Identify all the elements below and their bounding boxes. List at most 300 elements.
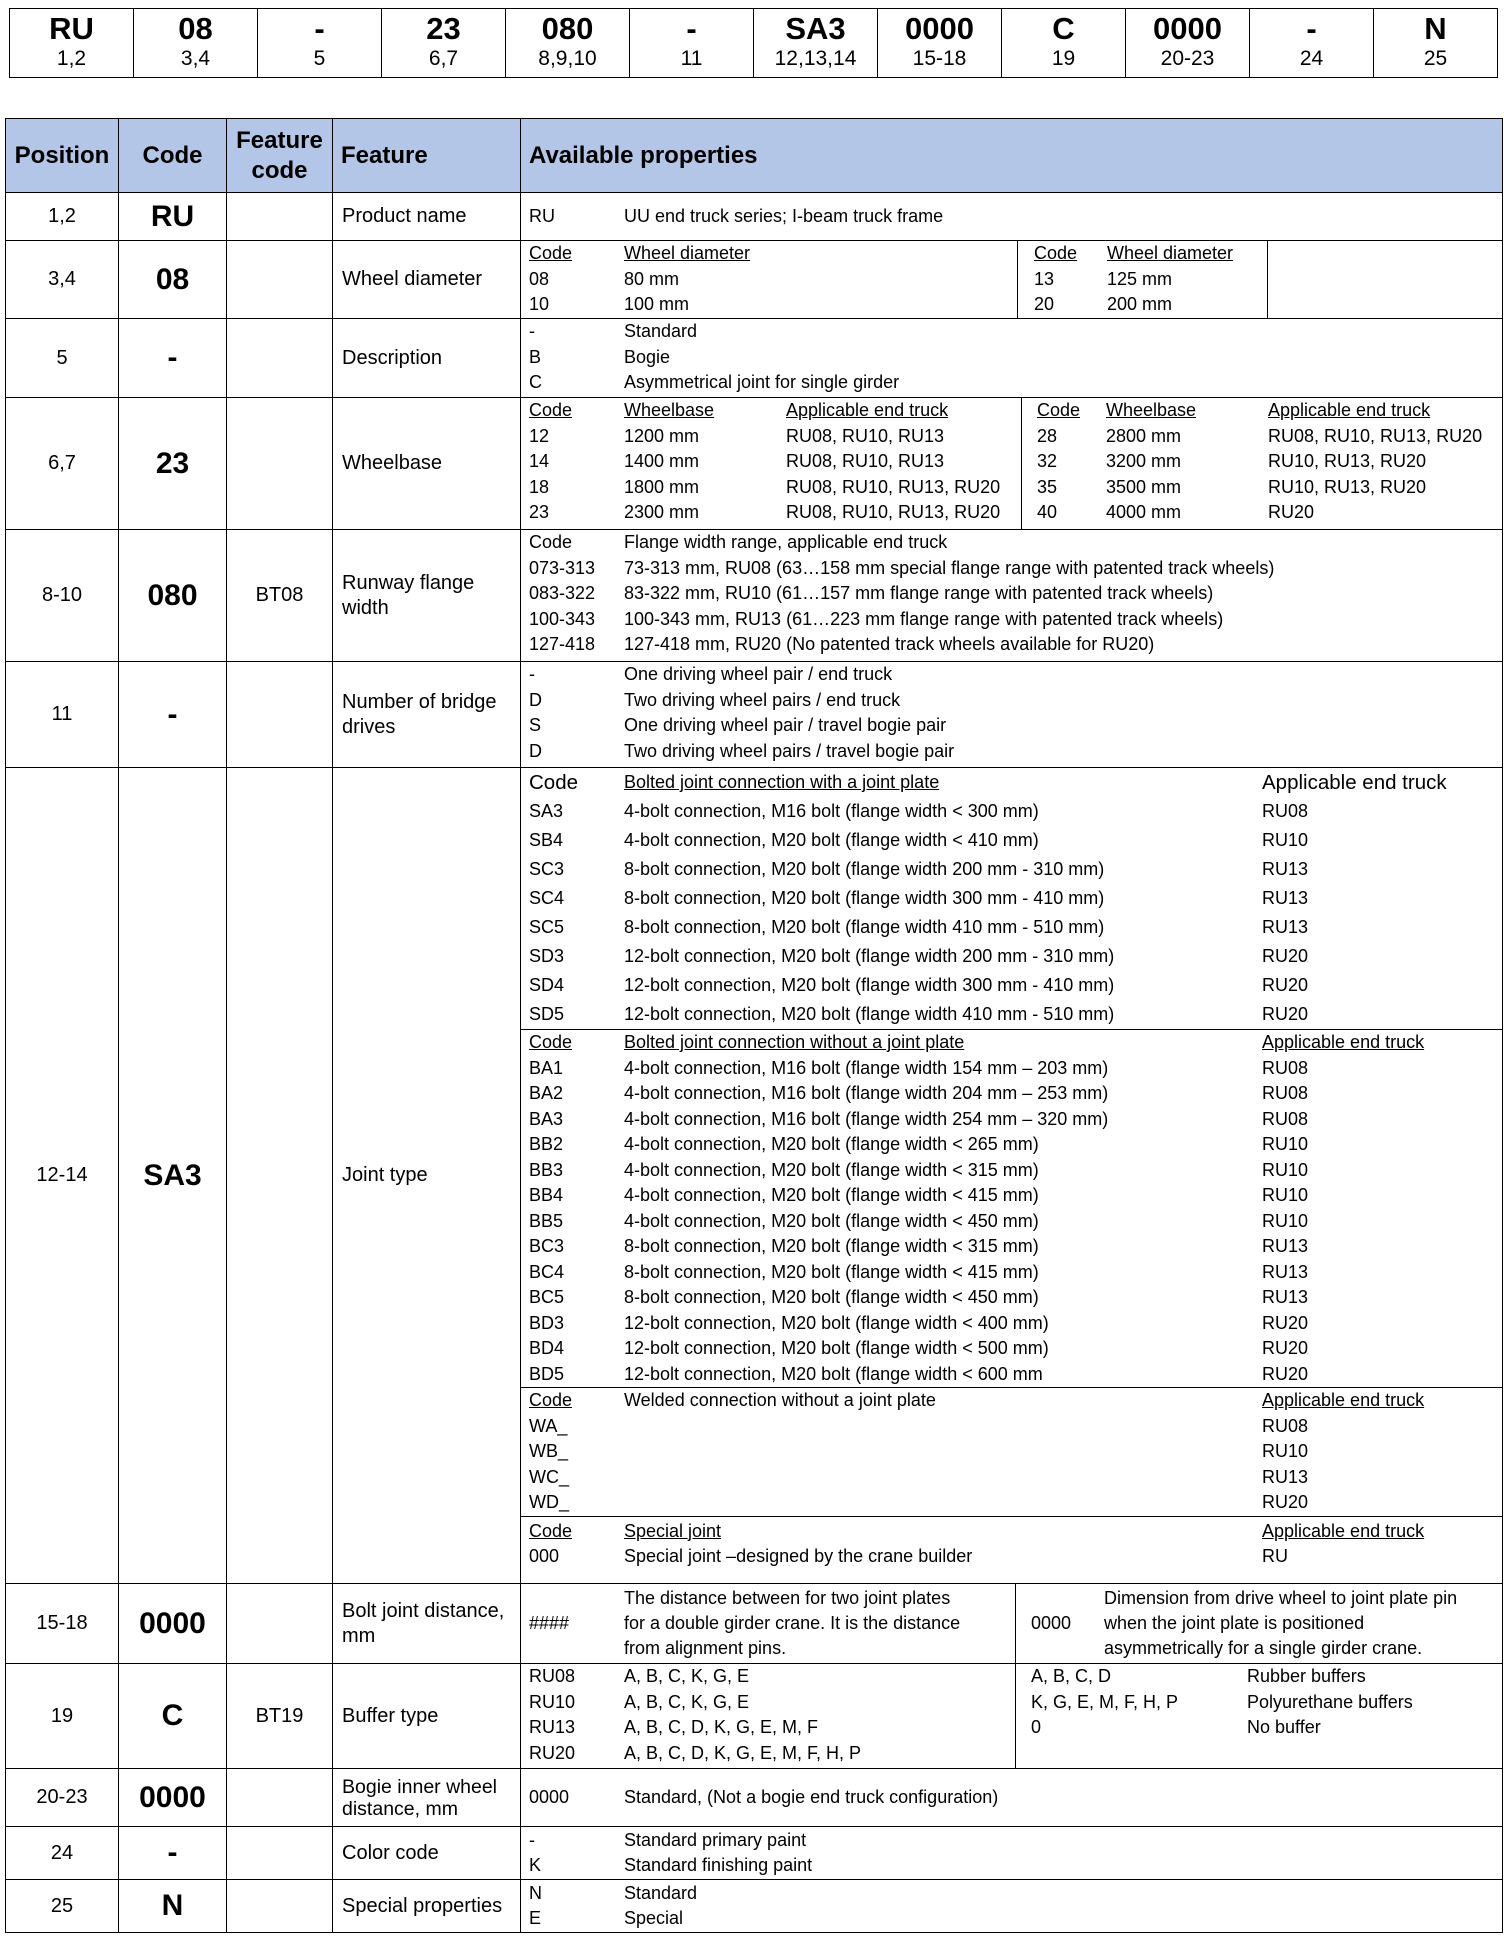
property-text: Applicable end truck <box>786 400 949 420</box>
property-line <box>529 884 1502 913</box>
property-text: Standard <box>624 1882 698 1903</box>
property-code: Code <box>529 400 573 420</box>
property-code: WB_ <box>529 1441 569 1461</box>
property-applicable: RU20 <box>1262 1004 1309 1024</box>
property-text: 8-bolt connection, M20 bolt (flange width 200 mm - 310 mm) <box>624 859 1105 879</box>
strip-position: 19 <box>1051 47 1076 70</box>
row-feature-code <box>227 1769 333 1827</box>
property-code: SD5 <box>529 1004 565 1024</box>
row-position: 24 <box>6 1827 119 1880</box>
property-text: Bolted joint connection with a joint plate <box>624 772 940 792</box>
row-feature-code: BT19 <box>227 1664 333 1769</box>
property-text: 3500 mm <box>1106 476 1182 497</box>
property-code: BB5 <box>529 1210 564 1231</box>
property-text: 100-343 mm, RU13 (61…223 mm flange range with patented track wheels) <box>624 608 1224 629</box>
property-line <box>1034 292 1284 318</box>
property-text: 83-322 mm, RU10 (61…157 mm flange range with patented track wheels) <box>624 583 1214 603</box>
row-properties <box>521 1769 1503 1827</box>
strip-code: RU <box>49 11 94 46</box>
property-code: 32 <box>1037 451 1058 471</box>
row-position: 11 <box>6 662 119 768</box>
property-code: - <box>529 1829 535 1850</box>
property-text: A, B, C, K, G, E <box>624 1666 750 1686</box>
property-code: BC4 <box>529 1261 565 1282</box>
property-text: 1400 mm <box>624 451 700 471</box>
property-code: A, B, C, D <box>1031 1666 1112 1686</box>
property-text: Standard <box>624 321 698 341</box>
property-code: SD4 <box>529 975 565 995</box>
strip-cell <box>1126 9 1250 77</box>
property-text: Two driving wheel pairs / end truck <box>624 689 901 710</box>
property-line <box>529 1414 1502 1440</box>
property-text: UU end truck series; I-beam truck frame <box>624 205 944 226</box>
property-text: 80 mm <box>624 268 680 289</box>
row-position: 6,7 <box>6 398 119 530</box>
row-properties <box>521 1584 1503 1664</box>
strip-cell <box>1250 9 1374 77</box>
property-code: SC4 <box>529 888 565 908</box>
property-text: Special joint –designed by the crane builder <box>624 1546 973 1566</box>
property-text: 8-bolt connection, M20 bolt (flange width < 315 mm) <box>624 1236 1039 1256</box>
property-text: RU10, RU13, RU20 <box>1268 451 1427 471</box>
property-text <box>624 1439 1262 1465</box>
table-row <box>6 398 1503 530</box>
property-code: SD3 <box>529 946 565 966</box>
property-text: Special <box>624 1908 684 1928</box>
row-properties <box>521 1827 1503 1880</box>
property-text: from alignment pins. <box>624 1638 787 1658</box>
table-row <box>6 1584 1503 1664</box>
row-code: - <box>119 662 227 768</box>
property-line <box>529 398 1029 424</box>
property-code: RU08 <box>529 1666 576 1686</box>
property-text: 12-bolt connection, M20 bolt (flange width < 500 mm) <box>624 1338 1049 1358</box>
property-text: A, B, C, K, G, E <box>624 1691 750 1712</box>
strip-code: 23 <box>426 11 461 46</box>
row-position: 15-18 <box>6 1584 119 1664</box>
divider <box>1017 241 1018 318</box>
property-applicable: RU20 <box>1262 1363 1309 1384</box>
property-applicable: Applicable end truck <box>1262 1032 1425 1052</box>
property-code: Code <box>529 1032 573 1052</box>
property-code: SB4 <box>529 830 564 850</box>
property-code: BD3 <box>529 1312 565 1333</box>
row-feature-code <box>227 241 333 319</box>
property-code: RU13 <box>529 1717 576 1737</box>
property-text: Welded connection without a joint plate <box>624 1390 936 1410</box>
property-line <box>529 1388 1502 1414</box>
row-feature: Joint type <box>333 768 521 1584</box>
row-feature-code <box>227 662 333 768</box>
property-line <box>529 500 1029 526</box>
property-text: 8-bolt connection, M20 bolt (flange width 300 mm - 410 mm) <box>624 888 1105 908</box>
row-feature: Color code <box>333 1827 521 1880</box>
property-line <box>529 370 1502 396</box>
property-applicable: RU10 <box>1262 1185 1309 1205</box>
row-properties <box>521 319 1503 398</box>
property-code: BC3 <box>529 1236 565 1256</box>
property-applicable: RU13 <box>1262 917 1309 937</box>
strip-position: 3,4 <box>180 47 211 70</box>
property-line <box>529 475 1029 501</box>
property-code: Code <box>529 532 573 552</box>
property-code: - <box>529 664 535 684</box>
row-feature-code <box>227 398 333 530</box>
property-applicable: RU <box>1262 1546 1288 1566</box>
property-applicable: RU10 <box>1262 1134 1309 1154</box>
property-line <box>1037 449 1482 475</box>
strip-position: 5 <box>313 47 326 70</box>
row-feature-code <box>227 193 333 241</box>
property-text: RU08, RU10, RU13 <box>786 425 945 446</box>
property-code: WA_ <box>529 1415 568 1436</box>
property-applicable: RU20 <box>1262 1312 1309 1333</box>
property-line <box>1034 241 1284 267</box>
property-text: 1200 mm <box>624 425 700 446</box>
property-line <box>529 1336 1502 1362</box>
property-line <box>529 662 1502 688</box>
row-properties <box>521 662 1503 768</box>
property-text: 4-bolt connection, M20 bolt (flange width < 415 mm) <box>624 1185 1039 1205</box>
property-text: 4-bolt connection, M20 bolt (flange width < 315 mm) <box>624 1159 1039 1180</box>
row-position: 1,2 <box>6 193 119 241</box>
row-feature: Product name <box>333 193 521 241</box>
strip-cell <box>1002 9 1126 77</box>
property-applicable: RU13 <box>1262 1287 1309 1307</box>
property-line <box>529 1544 1502 1570</box>
property-code: K <box>529 1855 542 1875</box>
code-strip <box>9 8 1498 78</box>
property-code: 0000 <box>529 1786 570 1807</box>
property-applicable: RU08 <box>1262 1057 1309 1078</box>
property-code: BA2 <box>529 1083 564 1103</box>
property-text: Polyurethane buffers <box>1247 1691 1413 1712</box>
property-line <box>529 292 1026 318</box>
row-feature: Description <box>333 319 521 398</box>
property-text: Applicable end truck <box>1268 400 1431 420</box>
property-line <box>529 632 1502 658</box>
property-code: Code <box>529 243 573 263</box>
strip-position: 25 <box>1423 47 1448 70</box>
property-line <box>529 449 1029 475</box>
property-code: 28 <box>1037 425 1058 446</box>
property-applicable: RU13 <box>1262 859 1309 879</box>
header-position: Position <box>6 119 119 193</box>
row-feature: Wheelbase <box>333 398 521 530</box>
row-feature: Wheel diameter <box>333 241 521 319</box>
property-line <box>1031 1690 1413 1716</box>
property-line <box>529 739 1502 765</box>
strip-code: 080 <box>541 11 594 46</box>
strip-position: 15-18 <box>912 47 967 70</box>
header-available-properties: Available properties <box>521 119 1503 193</box>
property-text: Wheelbase <box>1106 400 1197 420</box>
property-code: S <box>529 715 542 735</box>
property-line <box>529 1183 1502 1209</box>
property-text: One driving wheel pair / end truck <box>624 664 893 684</box>
property-text <box>624 1465 1262 1491</box>
property-applicable: RU08 <box>1262 1108 1309 1129</box>
property-line <box>529 1234 1502 1260</box>
property-line <box>529 797 1502 826</box>
property-code: Code <box>529 1520 573 1541</box>
property-text: 1800 mm <box>624 476 700 497</box>
row-code: C <box>119 1664 227 1769</box>
property-code: 18 <box>529 476 550 497</box>
strip-code: 0000 <box>905 11 974 46</box>
property-line <box>529 1000 1502 1029</box>
property-code: K, G, E, M, F, H, P <box>1031 1691 1179 1712</box>
property-line <box>529 826 1502 855</box>
property-applicable: RU10 <box>1262 1210 1309 1231</box>
strip-cell <box>1374 9 1497 77</box>
row-code: SA3 <box>119 768 227 1584</box>
property-code: Code <box>1034 243 1078 263</box>
property-text: Bogie <box>624 346 671 367</box>
property-text: 125 mm <box>1107 268 1173 289</box>
table-row <box>6 1769 1503 1827</box>
property-text: A, B, C, D, K, G, E, M, F <box>624 1717 819 1737</box>
property-text: 4-bolt connection, M16 bolt (flange width 154 mm – 203 mm) <box>624 1057 1109 1078</box>
row-position: 19 <box>6 1664 119 1769</box>
property-line <box>529 1828 1502 1854</box>
property-code: D <box>529 740 542 761</box>
property-text: Wheel diameter <box>624 243 751 263</box>
header-feature: Feature <box>333 119 521 193</box>
property-line <box>529 1107 1502 1133</box>
property-code: Code <box>1037 400 1081 420</box>
strip-code: SA3 <box>785 11 846 46</box>
property-applicable: Applicable end truck <box>1262 771 1447 794</box>
property-text: 2800 mm <box>1106 425 1182 446</box>
property-text: RU20 <box>1268 502 1315 522</box>
row-properties <box>521 768 1503 1584</box>
strip-position: 24 <box>1299 47 1324 70</box>
property-text <box>624 1414 1262 1440</box>
property-text: 4-bolt connection, M20 bolt (flange width < 265 mm) <box>624 1134 1039 1154</box>
property-code: BB3 <box>529 1159 564 1180</box>
row-code: 08 <box>119 241 227 319</box>
property-code: D <box>529 689 542 710</box>
row-feature: Bolt joint distance, mm <box>333 1584 521 1664</box>
property-text: 4-bolt connection, M16 bolt (flange width < 300 mm) <box>624 801 1039 821</box>
property-code: BA1 <box>529 1057 564 1078</box>
property-line <box>529 713 1502 739</box>
row-properties <box>521 193 1503 241</box>
table-row <box>6 662 1503 768</box>
row-feature: Runway flange width <box>333 530 521 662</box>
property-text: Special joint <box>624 1520 722 1541</box>
property-text: RU08, RU10, RU13 <box>786 451 945 471</box>
property-line <box>529 267 1026 293</box>
row-feature-code <box>227 1880 333 1933</box>
property-applicable: RU20 <box>1262 946 1309 966</box>
property-line <box>529 1715 1023 1741</box>
header-feature-code <box>227 119 333 193</box>
property-text: Asymmetrical joint for single girder <box>624 372 900 392</box>
property-line <box>529 1690 1023 1716</box>
property-code: WC_ <box>529 1466 569 1487</box>
property-line <box>529 1664 1023 1690</box>
property-text: Bolted joint connection without a joint plate <box>624 1032 965 1052</box>
row-feature-code <box>227 1584 333 1664</box>
property-text: 12-bolt connection, M20 bolt (flange width < 400 mm) <box>624 1312 1049 1333</box>
property-line <box>529 1439 1502 1465</box>
property-applicable: RU08 <box>1262 1083 1309 1103</box>
row-code: - <box>119 319 227 398</box>
property-code: SC5 <box>529 917 565 937</box>
property-code: BC5 <box>529 1287 565 1307</box>
strip-cell <box>382 9 506 77</box>
property-code: - <box>529 321 535 341</box>
property-line <box>529 1362 1502 1388</box>
property-text: A, B, C, D, K, G, E, M, F, H, P <box>624 1742 862 1763</box>
property-line <box>529 530 1502 556</box>
property-line <box>529 971 1502 1000</box>
property-text: 4000 mm <box>1106 502 1182 522</box>
property-code: #### <box>529 1612 570 1633</box>
property-text: Standard, (Not a bogie end truck configuration) <box>624 1786 999 1807</box>
row-code: 23 <box>119 398 227 530</box>
strip-position: 11 <box>680 47 703 70</box>
table-row <box>6 319 1503 398</box>
property-code: 083-322 <box>529 583 596 603</box>
property-applicable: RU20 <box>1262 975 1309 995</box>
property-applicable: RU20 <box>1262 1492 1309 1512</box>
row-position: 12-14 <box>6 768 119 1584</box>
property-text: 73-313 mm, RU08 (63…158 mm special flange range with patented track wheels) <box>624 557 1275 578</box>
strip-code: - <box>1306 11 1317 46</box>
property-text: Wheelbase <box>624 400 715 420</box>
property-line <box>529 1519 1502 1545</box>
property-code: RU <box>529 205 555 226</box>
property-text: Rubber buffers <box>1247 1666 1366 1686</box>
property-text: 8-bolt connection, M20 bolt (flange width < 415 mm) <box>624 1261 1039 1282</box>
property-code: Code <box>529 771 579 794</box>
property-text: 12-bolt connection, M20 bolt (flange width 410 mm - 510 mm) <box>624 1004 1115 1024</box>
property-line <box>529 319 1502 345</box>
strip-code: - <box>314 11 325 46</box>
property-text: 12-bolt connection, M20 bolt (flange width 200 mm - 310 mm) <box>624 946 1115 966</box>
strip-position: 1,2 <box>56 47 87 70</box>
property-line <box>529 1906 1502 1932</box>
property-code: 14 <box>529 451 550 471</box>
table-row <box>6 1827 1503 1880</box>
row-position: 3,4 <box>6 241 119 319</box>
property-text: Standard finishing paint <box>624 1855 813 1875</box>
row-position: 8-10 <box>6 530 119 662</box>
strip-cell <box>506 9 630 77</box>
property-text: 4-bolt connection, M16 bolt (flange width 204 mm – 253 mm) <box>624 1083 1109 1103</box>
property-applicable: RU13 <box>1262 1236 1309 1256</box>
property-code: 35 <box>1037 476 1058 497</box>
property-line <box>529 942 1502 971</box>
strip-cell <box>630 9 754 77</box>
divider <box>1015 1664 1016 1768</box>
property-code: BB4 <box>529 1185 564 1205</box>
property-code: 000 <box>529 1546 560 1566</box>
property-text: Standard primary paint <box>624 1829 807 1850</box>
property-text: Dimension from drive wheel to joint plate pin <box>1104 1588 1458 1608</box>
property-code: 40 <box>1037 502 1058 522</box>
table-row <box>6 241 1503 319</box>
property-code: 0 <box>1031 1717 1042 1737</box>
row-feature-code <box>227 319 333 398</box>
property-applicable: RU10 <box>1262 1441 1309 1461</box>
table-row <box>6 768 1503 1584</box>
row-position: 5 <box>6 319 119 398</box>
property-line <box>529 768 1502 797</box>
property-text: RU08, RU10, RU13, RU20 <box>786 476 1001 497</box>
property-text: 12-bolt connection, M20 bolt (flange width < 600 mm <box>624 1363 1043 1384</box>
property-line <box>529 607 1502 633</box>
divider <box>1015 1584 1016 1663</box>
property-text: Two driving wheel pairs / travel bogie pair <box>624 740 955 761</box>
strip-code: 08 <box>178 11 213 46</box>
property-code: WD_ <box>529 1492 569 1512</box>
property-line <box>529 1209 1502 1235</box>
row-feature: Number of bridge drives <box>333 662 521 768</box>
property-text: 100 mm <box>624 294 690 314</box>
property-applicable: Applicable end truck <box>1262 1520 1425 1541</box>
property-code: 13 <box>1034 268 1055 289</box>
property-code: RU20 <box>529 1742 576 1763</box>
property-line <box>1037 398 1482 424</box>
property-line <box>529 1785 1502 1811</box>
property-text: RU08, RU10, RU13, RU20 <box>1268 425 1483 446</box>
property-text: Flange width range, applicable end truck <box>624 532 948 552</box>
property-code: BA3 <box>529 1108 564 1129</box>
property-line <box>529 1132 1502 1158</box>
strip-position: 8,9,10 <box>538 47 597 70</box>
property-code: N <box>529 1882 542 1903</box>
row-feature-code <box>227 768 333 1584</box>
property-applicable: RU08 <box>1262 801 1309 821</box>
property-line <box>529 1881 1502 1907</box>
property-code: 127-418 <box>529 634 596 654</box>
property-line <box>529 1158 1502 1184</box>
table-row <box>6 1880 1503 1933</box>
strip-code: C <box>1052 11 1075 46</box>
property-applicable: RU13 <box>1262 1466 1309 1487</box>
property-line <box>529 913 1502 942</box>
strip-cell <box>258 9 382 77</box>
property-text: The distance between for two joint plates <box>624 1588 951 1608</box>
property-line <box>529 1311 1502 1337</box>
property-code: BB2 <box>529 1134 564 1154</box>
property-text: Wheel diameter <box>1107 243 1234 263</box>
strip-cell <box>754 9 878 77</box>
property-code: RU10 <box>529 1691 576 1712</box>
table-row <box>6 530 1503 662</box>
divider <box>1267 241 1268 318</box>
property-code: 08 <box>529 268 550 289</box>
property-code: 10 <box>529 294 550 314</box>
property-text: for a double girder crane. It is the distance <box>624 1613 961 1633</box>
property-code: B <box>529 346 542 367</box>
property-applicable: RU20 <box>1262 1338 1309 1358</box>
property-text: One driving wheel pair / travel bogie pair <box>624 715 947 735</box>
table-row <box>6 193 1503 241</box>
property-line <box>529 1853 1502 1879</box>
property-line <box>529 1285 1502 1311</box>
row-properties <box>521 1664 1503 1769</box>
property-code: 23 <box>529 502 550 522</box>
strip-position: 20-23 <box>1160 47 1215 70</box>
property-code: Code <box>529 1390 573 1410</box>
property-line <box>529 1056 1502 1082</box>
property-line <box>529 241 1026 267</box>
